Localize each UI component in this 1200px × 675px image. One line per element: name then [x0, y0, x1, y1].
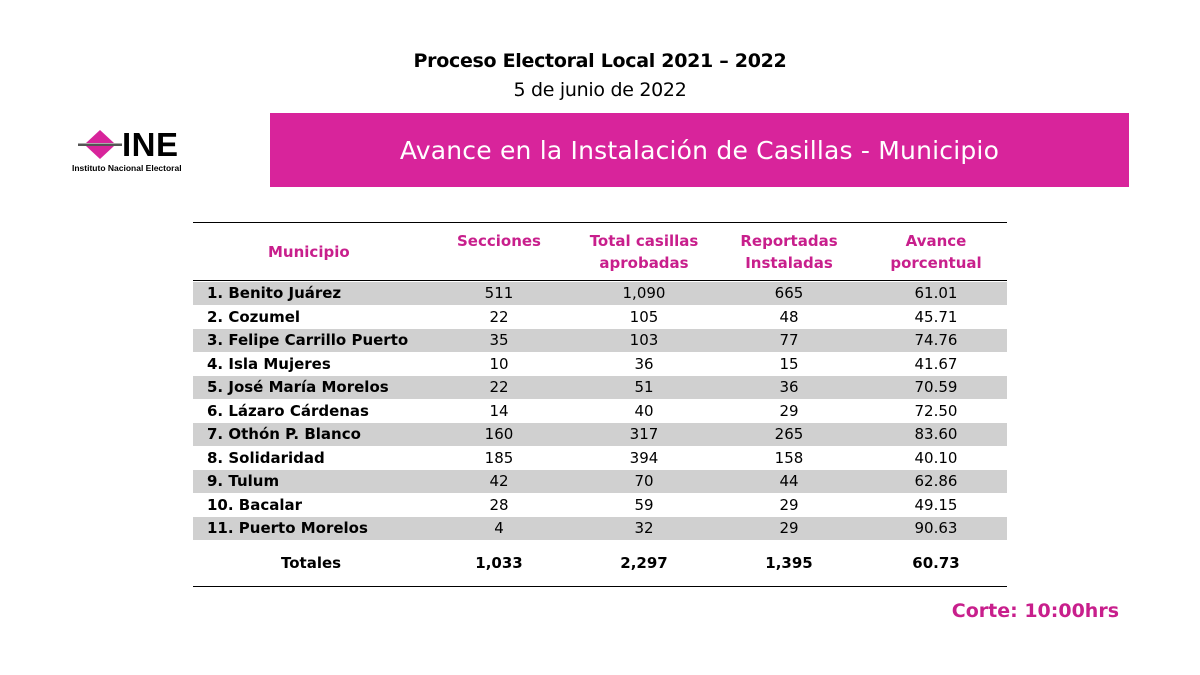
- cell-secciones: 511: [423, 282, 575, 306]
- section-banner: [270, 113, 1129, 187]
- ine-logo: [72, 128, 217, 176]
- table-row: [193, 329, 1007, 353]
- table-row: [193, 399, 1007, 423]
- cell-total: 1,090: [575, 282, 713, 306]
- table-row: [193, 376, 1007, 400]
- ine-diamond-icon: [78, 130, 122, 160]
- cell-total: 394: [629, 448, 659, 467]
- cell-avance: 45.71: [914, 307, 958, 326]
- cell-avance: 41.67: [914, 354, 958, 373]
- corte-label: Corte: 10:00hrs: [951, 600, 1119, 622]
- cell-total: 59: [634, 495, 654, 514]
- cell-total: 36: [634, 354, 654, 373]
- cell-municipio: 8. Solidaridad: [207, 448, 325, 467]
- cell-reportadas: 265: [713, 423, 865, 447]
- cell-reportadas: 48: [779, 307, 799, 326]
- cell-total: 317: [575, 423, 713, 447]
- cell-total: 51: [575, 376, 713, 400]
- cell-secciones: 22: [489, 307, 509, 326]
- cell-municipio: 6. Lázaro Cárdenas: [207, 401, 369, 420]
- totals-reportadas: 1,395: [713, 540, 865, 586]
- cell-total: 70: [575, 470, 713, 494]
- municipio-table: [193, 222, 1007, 587]
- cell-total: 40: [634, 401, 654, 420]
- cell-avance: 74.76: [865, 329, 1007, 353]
- cell-municipio: 4. Isla Mujeres: [207, 354, 331, 373]
- logo-subtitle: Instituto Nacional Electoral: [72, 163, 182, 173]
- table-row: [193, 493, 1007, 517]
- header-total-casillas: Total casillas aprobadas: [575, 223, 713, 281]
- cell-reportadas: 158: [774, 448, 804, 467]
- header-avance: Avance porcentual: [865, 223, 1007, 281]
- cell-secciones: 185: [484, 448, 514, 467]
- cell-reportadas: 29: [713, 517, 865, 541]
- cell-reportadas: 44: [713, 470, 865, 494]
- cell-avance: 90.63: [865, 517, 1007, 541]
- cell-municipio: 1. Benito Juárez: [193, 282, 423, 306]
- cell-municipio: 11. Puerto Morelos: [193, 517, 423, 541]
- cell-reportadas: 15: [779, 354, 799, 373]
- cell-municipio: 9. Tulum: [193, 470, 423, 494]
- totals-avance: 60.73: [865, 540, 1007, 586]
- table-row: [193, 305, 1007, 329]
- cell-secciones: 42: [423, 470, 575, 494]
- cell-municipio: 7. Othón P. Blanco: [193, 423, 423, 447]
- cell-secciones: 14: [489, 401, 509, 420]
- cell-total: 105: [629, 307, 659, 326]
- cell-municipio: 10. Bacalar: [207, 495, 303, 514]
- cell-secciones: 4: [423, 517, 575, 541]
- cell-secciones: 22: [423, 376, 575, 400]
- cell-avance: 49.15: [914, 495, 958, 514]
- cell-avance: 62.86: [865, 470, 1007, 494]
- table-row: [193, 423, 1007, 447]
- banner-title: Avance en la Instalación de Casillas - Municipio: [399, 135, 1000, 165]
- cell-avance: 70.59: [865, 376, 1007, 400]
- cell-reportadas: 29: [779, 401, 799, 420]
- cell-reportadas: 36: [713, 376, 865, 400]
- cell-secciones: 10: [489, 354, 509, 373]
- cell-reportadas: 665: [713, 282, 865, 306]
- cell-reportadas: 29: [779, 495, 799, 514]
- cell-reportadas: 77: [713, 329, 865, 353]
- totals-row: [193, 540, 1007, 586]
- table-row: [193, 517, 1007, 541]
- cell-avance: 83.60: [865, 423, 1007, 447]
- cell-avance: 61.01: [865, 282, 1007, 306]
- page-date: 5 de junio de 2022: [513, 79, 687, 101]
- cell-total: 32: [575, 517, 713, 541]
- logo-wordmark: INE: [122, 126, 179, 163]
- cell-secciones: 160: [423, 423, 575, 447]
- cell-municipio: 5. José María Morelos: [193, 376, 423, 400]
- header-reportadas: Reportadas Instaladas: [713, 223, 865, 281]
- table-row: [193, 446, 1007, 470]
- cell-total: 103: [575, 329, 713, 353]
- cell-secciones: 35: [423, 329, 575, 353]
- header-secciones: Secciones: [423, 223, 575, 281]
- cell-avance: 40.10: [914, 448, 958, 467]
- totals-label: Totales: [193, 540, 423, 586]
- cell-avance: 72.50: [914, 401, 958, 420]
- table-row: [193, 282, 1007, 306]
- totals-secciones: 1,033: [423, 540, 575, 586]
- header-municipio: Municipio: [193, 223, 423, 281]
- totals-total: 2,297: [575, 540, 713, 586]
- table-header-row: [193, 223, 1007, 281]
- table-row: [193, 352, 1007, 376]
- cell-municipio: 3. Felipe Carrillo Puerto: [193, 329, 423, 353]
- cell-municipio: 2. Cozumel: [207, 307, 301, 326]
- cell-secciones: 28: [489, 495, 509, 514]
- table-row: [193, 470, 1007, 494]
- page-title: Proceso Electoral Local 2021 – 2022: [413, 50, 787, 72]
